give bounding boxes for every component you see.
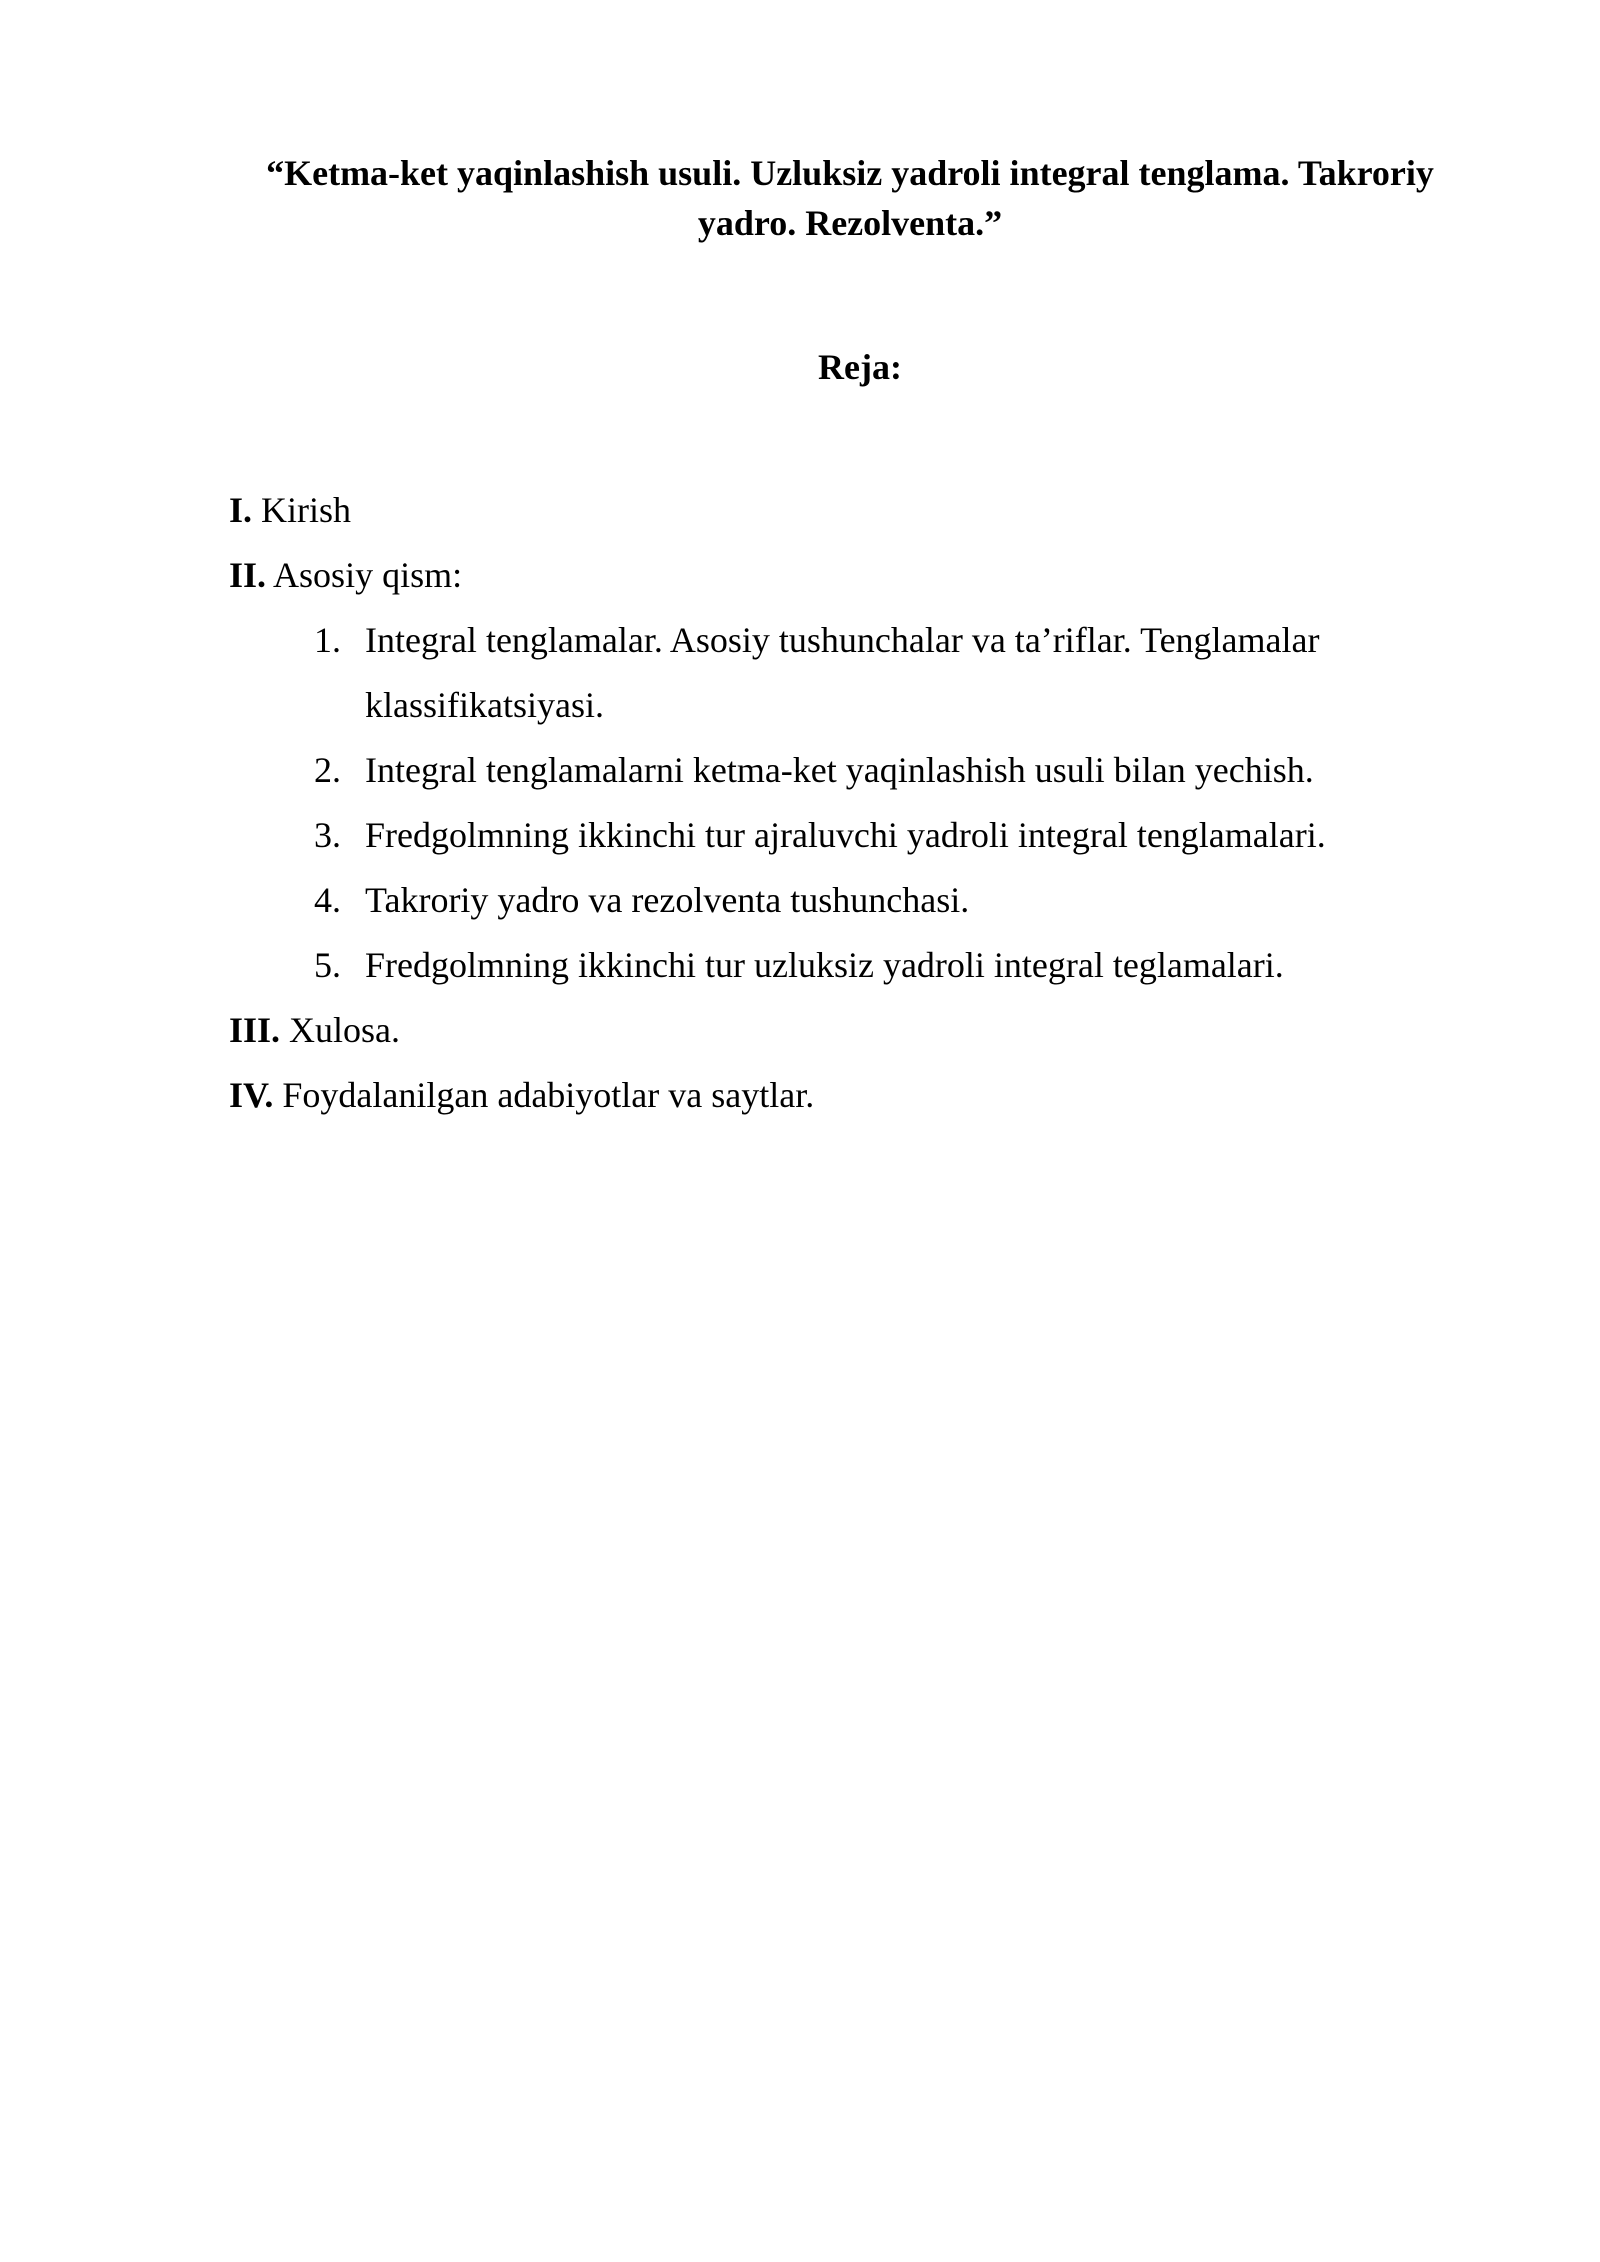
sub-item-text: Integral tenglamalarni ketma-ket yaqinlashish usuli bilan yechish. [365,750,1314,790]
title-line-2: yadro. Rezolventa.” [697,203,1003,243]
outline-number: II. [229,555,267,595]
sub-item-text: Fredgolmning ikkinchi tur ajraluvchi yadroli integral tenglamalari. [365,815,1326,855]
outline-item-intro [229,485,351,535]
sub-item-number: 2. [314,750,341,790]
outline-number: I. [229,490,253,530]
title-line-1: “Ketma-ket yaqinlashish usuli. Uzluksiz yadroli integral tenglama. Takroriy [266,153,1434,193]
sub-item-number: 3. [314,815,341,855]
sub-item-text: Fredgolmning ikkinchi tur uzluksiz yadroli integral teglamalari. [365,945,1284,985]
outline-item-conclusion [229,1005,400,1055]
outline-label: Kirish [252,490,352,530]
sub-item-number: 5. [314,945,341,985]
plan-heading: Reja: [818,347,902,387]
sub-item-number: 1. [314,620,341,660]
outline-label: Xulosa. [280,1010,401,1050]
outline-number: III. [229,1010,281,1050]
outline-label: Asosiy qism: [266,555,463,595]
outline-item-references [229,1070,814,1120]
sub-item-text-continued: klassifikatsiyasi. [365,685,604,725]
sub-item-text: Integral tenglamalar. Asosiy tushunchalar va ta’riflar. Tenglamalar [365,620,1320,660]
sub-item-number: 4. [314,880,341,920]
document-title [230,148,1470,248]
outline-label: Foydalanilgan adabiyotlar va saytlar. [273,1075,815,1115]
outline-number: IV. [229,1075,274,1115]
outline-item-main [229,550,462,600]
sub-item-text: Takroriy yadro va rezolventa tushunchasi. [365,880,970,920]
